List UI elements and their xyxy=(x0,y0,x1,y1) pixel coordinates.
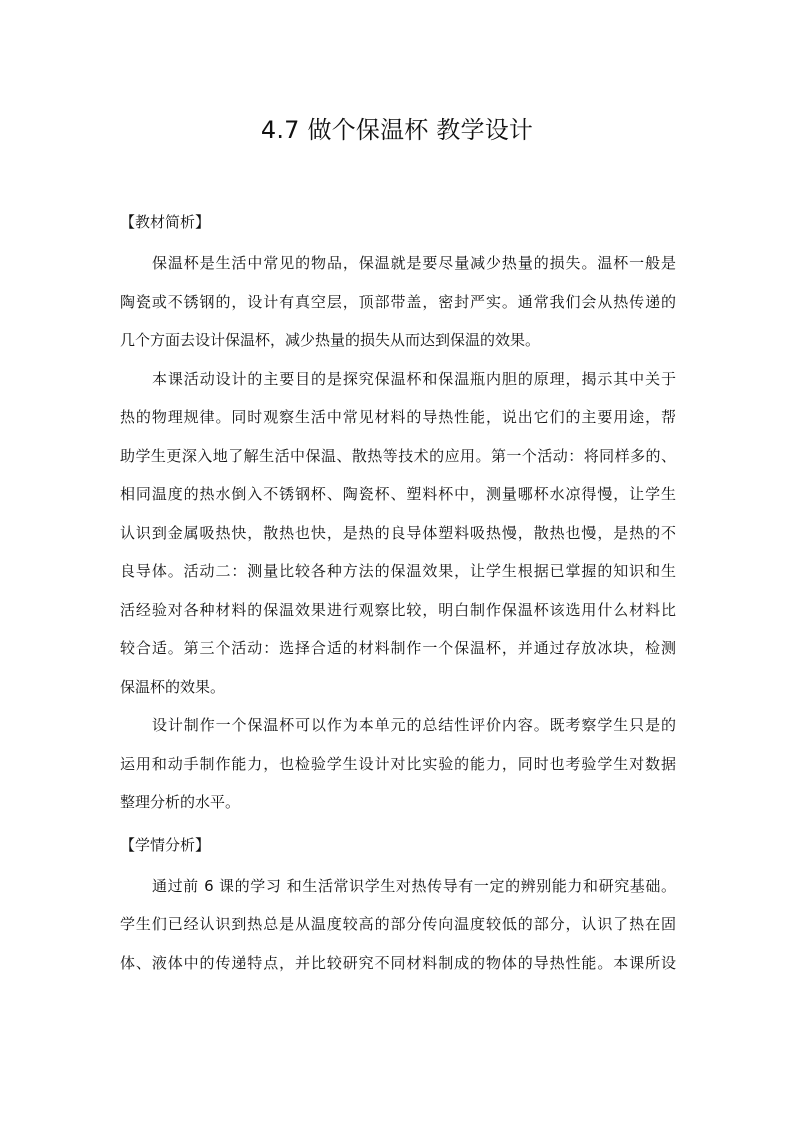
paragraph xyxy=(120,360,676,707)
text-line: 助学生更深入地了解生活中保温、散热等技术的应用。第一个活动：将同样多的、 xyxy=(120,446,676,465)
section-heading-learner-analysis: 【学情分析】 xyxy=(120,835,211,854)
text-line: 设计制作一个保温杯可以作为本单元的总结性评价内容。既考察学生只是的 xyxy=(152,716,676,734)
document-body xyxy=(120,207,676,982)
text-line: 保温杯的效果。 xyxy=(120,677,226,696)
text-line: 较合适。第三个活动：选择合适的材料制作一个保温杯，并通过存放冰块，检测 xyxy=(120,639,676,657)
text-line: 认识到金属吸热快，散热也快，是热的良导体塑料吸热慢，散热也慢，是热的不 xyxy=(120,523,676,542)
paragraph xyxy=(120,706,676,822)
text-line: 本课活动设计的主要目的是探究保温杯和保温瓶内胆的原理，揭示其中关于 xyxy=(152,369,676,388)
text-line: 相同温度的热水倒入不锈钢杯、陶瓷杯、塑料杯中，测量哪杯水凉得慢，让学生 xyxy=(120,485,676,503)
text-line: 热的物理规律。同时观察生活中常见材料的导热性能，说出它们的主要用途，帮 xyxy=(120,408,676,426)
text-line: 良导体。活动二：测量比较各种方法的保温效果，让学生根据已掌握的知识和生 xyxy=(120,562,676,580)
text-line: 通过前 6 课的学习 和生活常识学生对热传导有一定的辨别能力和研究基础。 xyxy=(152,876,676,895)
section-heading-textbook-analysis: 【教材简析】 xyxy=(120,213,211,231)
text-line: 活经验对各种材料的保温效果进行观察比较，明白制作保温杯该选用什么材料比 xyxy=(120,600,676,619)
text-line: 陶瓷或不锈钢的，设计有真空层，顶部带盖，密封严实。通常我们会从热传递的 xyxy=(120,292,676,311)
text-line: 体、液体中的传递特点，并比较研究不同材料制成的物体的导热性能。本课所设 xyxy=(120,953,676,972)
document-title: 4.7 做个保温杯 教学设计 xyxy=(260,116,534,144)
text-line: 保温杯是生活中常见的物品，保温就是要尽量减少热量的损失。温杯一般是 xyxy=(152,254,676,272)
text-line: 学生们已经认识到热总是从温度较高的部分传向温度较低的部分，认识了热在固 xyxy=(120,915,676,933)
paragraph xyxy=(120,867,676,983)
text-line: 整理分析的水平。 xyxy=(120,793,241,811)
text-line: 运用和动手制作能力，也检验学生设计对比实验的能力，同时也考验学生对数据 xyxy=(120,754,676,773)
text-line: 几个方面去设计保温杯，减少热量的损失从而达到保温的效果。 xyxy=(120,331,541,349)
paragraph xyxy=(120,244,676,360)
